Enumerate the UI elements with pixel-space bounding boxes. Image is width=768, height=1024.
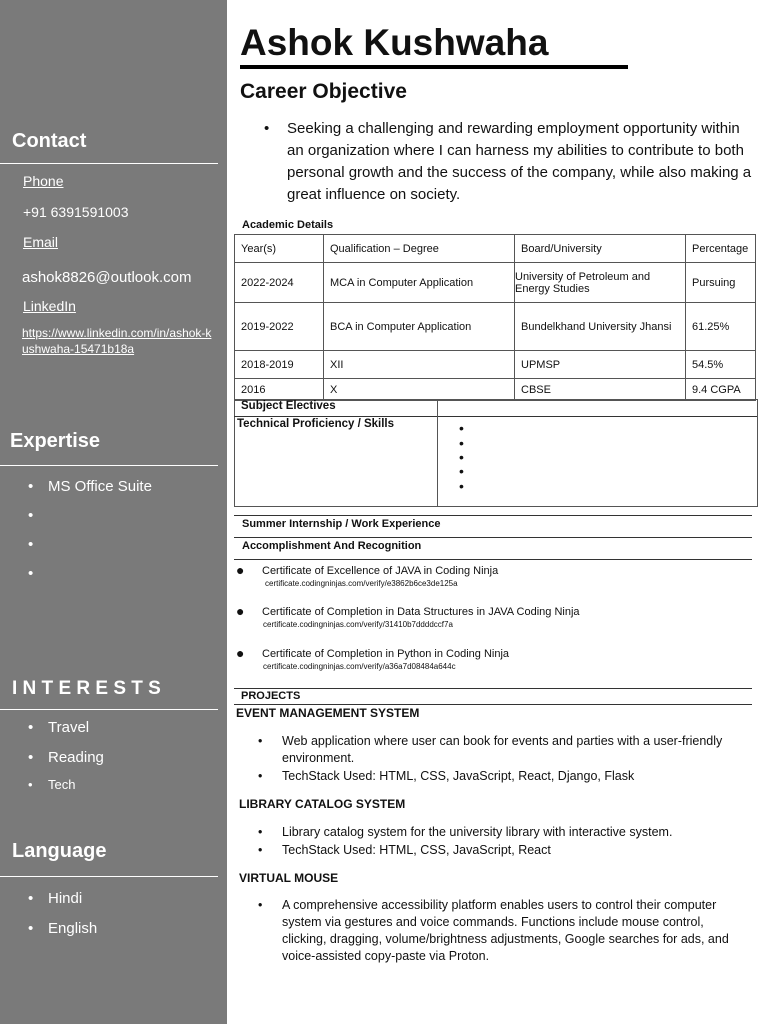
phone-label: Phone	[23, 173, 64, 189]
table-row	[235, 263, 756, 303]
table-cell: 2018-2019	[235, 351, 324, 379]
expertise-item	[28, 507, 152, 536]
certificate-title: Certificate of Completion in Python in Coding Ninja	[262, 648, 510, 660]
language-heading: Language	[12, 840, 107, 862]
table-cell: Pursuing	[686, 263, 756, 303]
table-cell: XII	[324, 351, 515, 379]
table-cell: 2016	[235, 379, 324, 401]
table-header-row	[235, 235, 756, 263]
academic-table	[234, 234, 756, 401]
skill-bullet: •	[459, 435, 464, 451]
column-header: Year(s)	[235, 235, 324, 263]
project-point: • Web application where user can book for events and parties with a user-friendly environment.	[258, 733, 748, 767]
certificate-title: Certificate of Completion in Data Structures in JAVA Coding Ninja	[262, 606, 580, 618]
email-label: Email	[23, 234, 59, 250]
table-cell: 2019-2022	[235, 303, 324, 351]
interest-item: • Travel	[28, 719, 104, 749]
summer-internship-label: Summer Internship / Work Experience	[242, 518, 441, 530]
table-row	[235, 379, 756, 401]
table-cell: BCA in Computer Application	[324, 303, 515, 351]
expertise-list	[28, 478, 152, 594]
contact-divider	[0, 163, 218, 164]
accomplishment-rule-bottom	[234, 559, 752, 560]
contact-heading: Contact	[12, 130, 87, 152]
certificate-bullet: ●	[236, 603, 245, 619]
technical-proficiency-label: Technical Proficiency / Skills	[237, 418, 395, 430]
table-cell: 9.4 CGPA	[686, 379, 756, 401]
interests-list	[28, 719, 104, 799]
certificate-url[interactable]: certificate.codingninjas.com/verify/a36a7d08484a644c	[263, 662, 456, 671]
skill-bullet: •	[459, 463, 464, 479]
project-points	[258, 824, 748, 860]
interest-item: • Reading	[28, 749, 104, 777]
table-cell: Bundelkhand University Jhansi	[515, 303, 686, 351]
phone-value: +91 6391591003	[23, 204, 129, 220]
skills-column-divider	[437, 399, 438, 506]
expertise-divider	[0, 465, 218, 466]
subject-electives-label: Subject Electives	[241, 400, 336, 412]
language-item: • English	[28, 920, 97, 950]
interests-heading: I N T E R E S T S	[12, 678, 161, 699]
language-divider	[0, 876, 218, 877]
accomplishment-rule	[234, 537, 752, 538]
projects-label: PROJECTS	[241, 690, 301, 702]
sidebar	[0, 0, 227, 1024]
career-objective-heading: Career Objective	[240, 80, 407, 103]
certificate-url[interactable]: certificate.codingninjas.com/verify/31410b7ddddccf7a	[263, 620, 453, 629]
academic-heading: Academic Details	[242, 219, 334, 231]
certificate-bullet: ●	[236, 645, 245, 661]
certificate-bullet: ●	[236, 562, 245, 578]
projects-rule	[234, 688, 752, 689]
linkedin-link[interactable]: https://www.linkedin.com/in/ashok-kushwaha-15471b18a	[22, 326, 212, 356]
summer-rule	[234, 515, 752, 516]
project-title: LIBRARY CATALOG SYSTEM	[239, 797, 406, 811]
table-cell: UPMSP	[515, 351, 686, 379]
expertise-item	[28, 536, 152, 565]
skill-bullet: •	[459, 449, 464, 465]
project-title: EVENT MANAGEMENT SYSTEM	[236, 706, 420, 720]
table-cell: University of Petroleum and Energy Studies	[515, 263, 686, 303]
accomplishment-label: Accomplishment And Recognition	[242, 540, 422, 552]
objective-list	[264, 118, 754, 206]
name-underline	[240, 65, 628, 69]
skill-bullet: •	[459, 420, 464, 436]
language-item: • Hindi	[28, 890, 97, 920]
table-cell: MCA in Computer Application	[324, 263, 515, 303]
table-cell: CBSE	[515, 379, 686, 401]
project-point: • TechStack Used: HTML, CSS, JavaScript, React	[258, 842, 748, 859]
project-points	[258, 897, 748, 966]
skill-bullet: •	[459, 478, 464, 494]
table-cell: 54.5%	[686, 351, 756, 379]
table-cell: X	[324, 379, 515, 401]
language-list	[28, 890, 97, 950]
candidate-name: Ashok Kushwaha	[240, 22, 549, 63]
interests-divider	[0, 709, 218, 710]
column-header: Board/University	[515, 235, 686, 263]
certificate-title: Certificate of Excellence of JAVA in Coding Ninja	[262, 565, 499, 577]
project-point: • Library catalog system for the university library with interactive system.	[258, 824, 748, 841]
objective-text: • Seeking a challenging and rewarding employment opportunity within an organization where I can harness my abilities to contribute to both personal growth and the success of the company, while also making a great influence on society.	[264, 118, 754, 206]
certificate-url[interactable]: certificate.codingninjas.com/verify/e3862b6ce3de125a	[265, 579, 458, 588]
project-title: VIRTUAL MOUSE	[239, 871, 339, 885]
projects-rule-bottom	[234, 704, 752, 705]
expertise-item: • MS Office Suite	[28, 478, 152, 507]
column-header: Qualification – Degree	[324, 235, 515, 263]
project-point: • TechStack Used: HTML, CSS, JavaScript, React, Django, Flask	[258, 768, 748, 785]
table-row	[235, 351, 756, 379]
project-points	[258, 733, 748, 786]
skills-divider	[234, 416, 757, 417]
expertise-item	[28, 565, 152, 594]
table-cell: 2022-2024	[235, 263, 324, 303]
linkedin-label: LinkedIn	[23, 298, 76, 314]
expertise-heading: Expertise	[10, 430, 101, 452]
email-value: ashok8826@outlook.com	[22, 269, 192, 286]
table-row	[235, 303, 756, 351]
column-header: Percentage	[686, 235, 756, 263]
project-point: • A comprehensive accessibility platform enables users to control their computer system via gestures and voice commands. Functions include mouse control, clicking, dragging, volume/brightness adjustments, Google searches for ads, and voice-assisted copy-paste via Proton.	[258, 897, 748, 965]
table-cell: 61.25%	[686, 303, 756, 351]
interest-item: • Tech	[28, 777, 104, 799]
